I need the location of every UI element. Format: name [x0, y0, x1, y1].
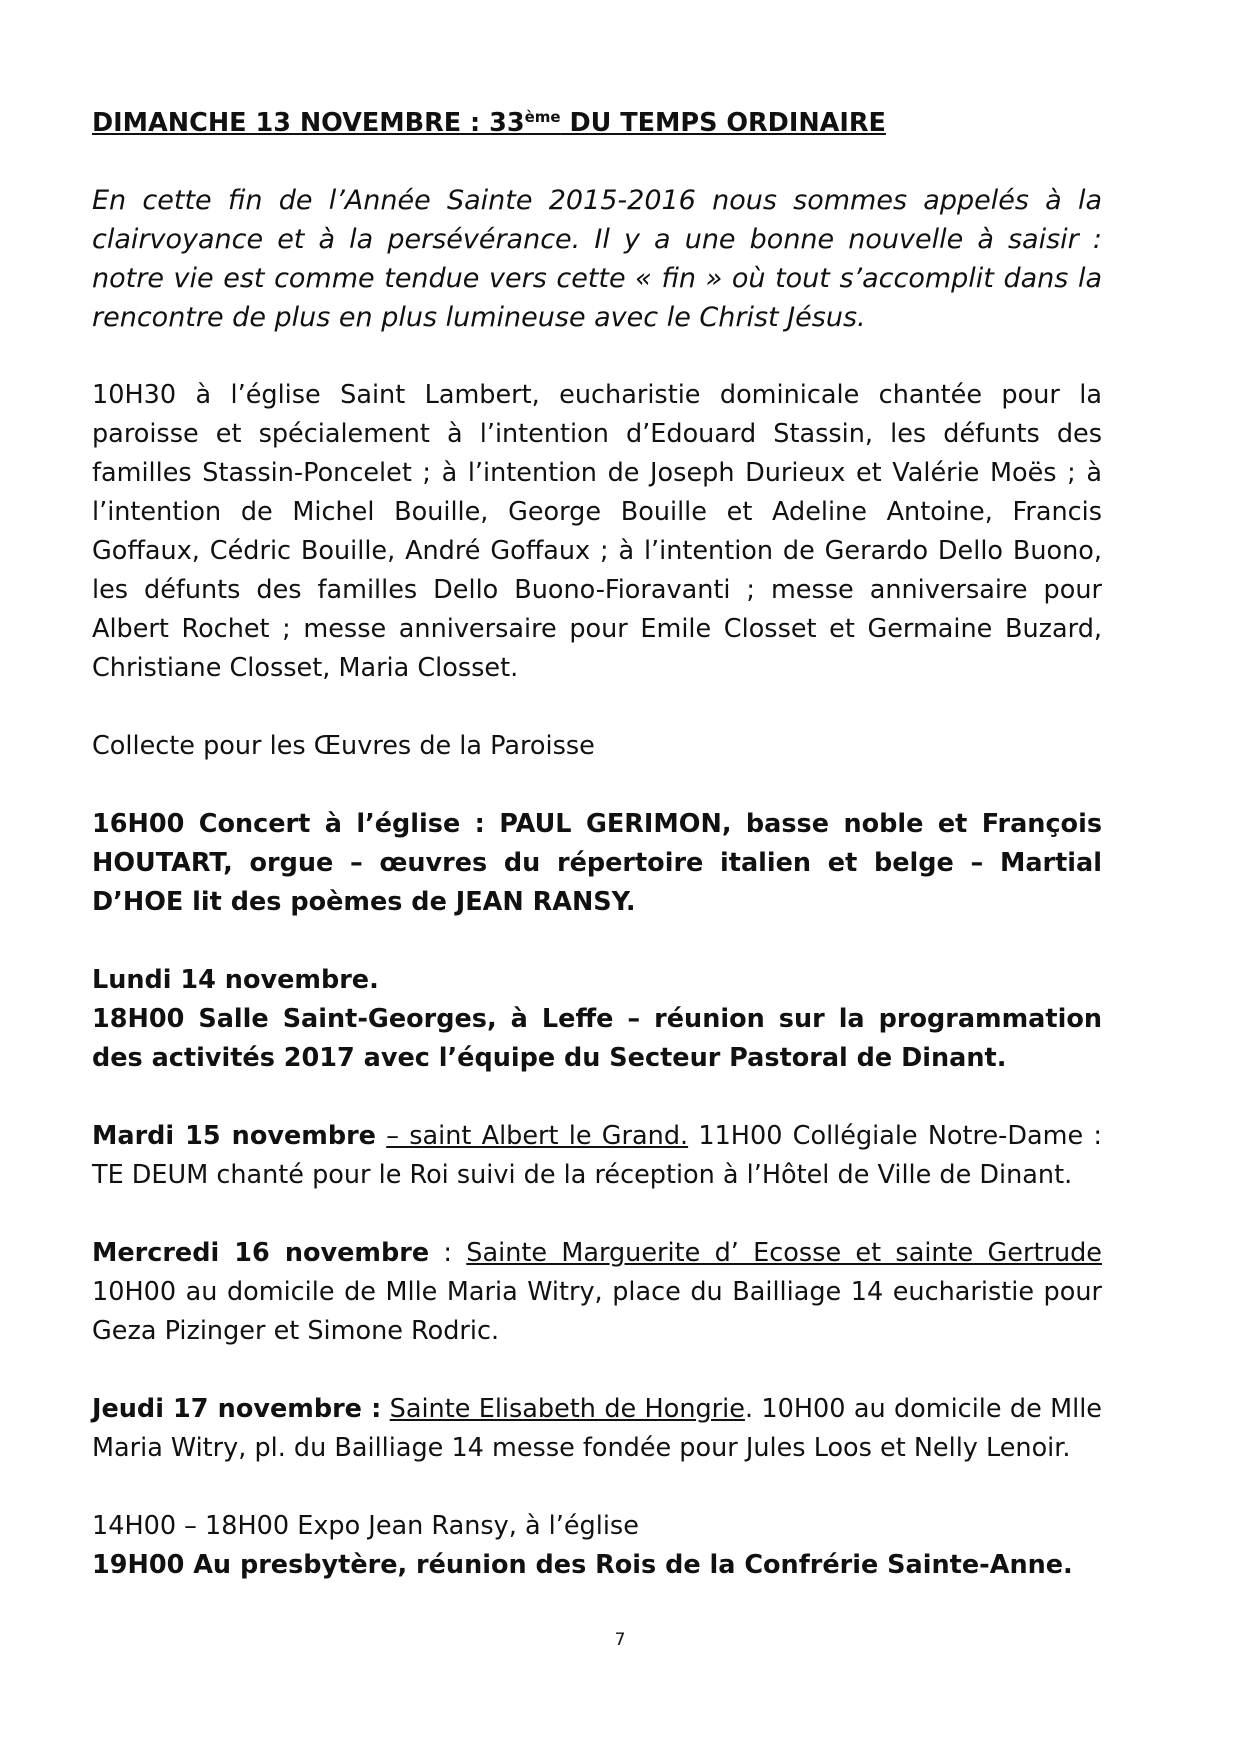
title-suffix: DU TEMPS ORDINAIRE: [560, 108, 886, 138]
jeudi-afternoon-section: [92, 1507, 1102, 1585]
mercredi-paragraph: [92, 1234, 1102, 1351]
mardi-paragraph: [92, 1117, 1102, 1195]
jeudi-saint: Sainte Elisabeth de Hongrie: [389, 1394, 745, 1424]
title-superscript: ème: [524, 108, 561, 126]
mercredi-text: 10H00 au domicile de Mlle Maria Witry, place du Bailliage 14 eucharistie pour Geza Pizinger et Simone Rodric.: [92, 1277, 1102, 1346]
intro-paragraph: En cette fin de l’Année Sainte 2015-2016 nous sommes appelés à la clairvoyance et à la persévérance. Il y a une bonne nouvelle à saisir : notre vie est comme tendue vers cette « fin » où tout s’accomplit dans la rencontre de plus en plus lumineuse avec le Christ Jésus.: [92, 185, 1102, 333]
mercredi-saint: Sainte Marguerite d’ Ecosse et sainte Gertrude: [466, 1238, 1102, 1268]
expo-line: 14H00 – 18H00 Expo Jean Ransy, à l’église: [92, 1511, 639, 1541]
page-number: 7: [614, 1630, 626, 1650]
mercredi-date: Mercredi 16 novembre: [92, 1238, 430, 1268]
mardi-date: Mardi 15 novembre: [92, 1121, 376, 1151]
mardi-saint: – saint Albert le Grand.: [386, 1121, 689, 1151]
lundi-section: [92, 961, 1102, 1078]
title-text: DIMANCHE 13 NOVEMBRE : 33: [92, 108, 525, 138]
concert-paragraph: 16H00 Concert à l’église : PAUL GERIMON, basse noble et François HOUTART, orgue – œuvres du répertoire italien et belge – Martial D’HOE lit des poèmes de JEAN RANSY.: [92, 809, 1102, 917]
jeudi-date: Jeudi 17 novembre :: [92, 1394, 382, 1424]
jeudi-paragraph: [92, 1390, 1102, 1468]
jeudi-text: . 10H00 au domicile de Mlle Maria Witry, pl. du Bailliage 14 messe fondée pour Jules Loos et Nelly Lenoir.: [92, 1394, 1102, 1463]
mercredi-sep: :: [429, 1238, 467, 1268]
page-title: [92, 104, 1102, 143]
mardi-text: 11H00 Collégiale Notre-Dame : TE DEUM chanté pour le Roi suivi de la réception à l’Hôtel de Ville de Dinant.: [92, 1121, 1102, 1190]
document-body: [92, 104, 1102, 1585]
collecte-line: Collecte pour les Œuvres de la Paroisse: [92, 731, 595, 761]
mass-paragraph: 10H30 à l’église Saint Lambert, eucharistie dominicale chantée pour la paroisse et spécialement à l’intention d’Edouard Stassin, les défunts des familles Stassin-Poncelet ; à l’intention de Joseph Durieux et Valérie Moës ; à l’intention de Michel Bouille, George Bouille et Adeline Antoine, Francis Goffaux, Cédric Bouille, André Goffaux ; à l’intention de Gerardo Dello Buono, les défunts des familles Dello Buono-Fioravanti ; messe anniversaire pour Albert Rochet ; messe anniversaire pour Emile Closset et Germaine Buzard, Christiane Closset, Maria Closset.: [92, 380, 1102, 683]
lundi-text: 18H00 Salle Saint-Georges, à Leffe – réunion sur la programmation des activités 2017 avec l’équipe du Secteur Pastoral de Dinant.: [92, 1004, 1102, 1073]
lundi-date: Lundi 14 novembre.: [92, 965, 379, 995]
reunion-line: 19H00 Au presbytère, réunion des Rois de la Confrérie Sainte-Anne.: [92, 1550, 1073, 1580]
